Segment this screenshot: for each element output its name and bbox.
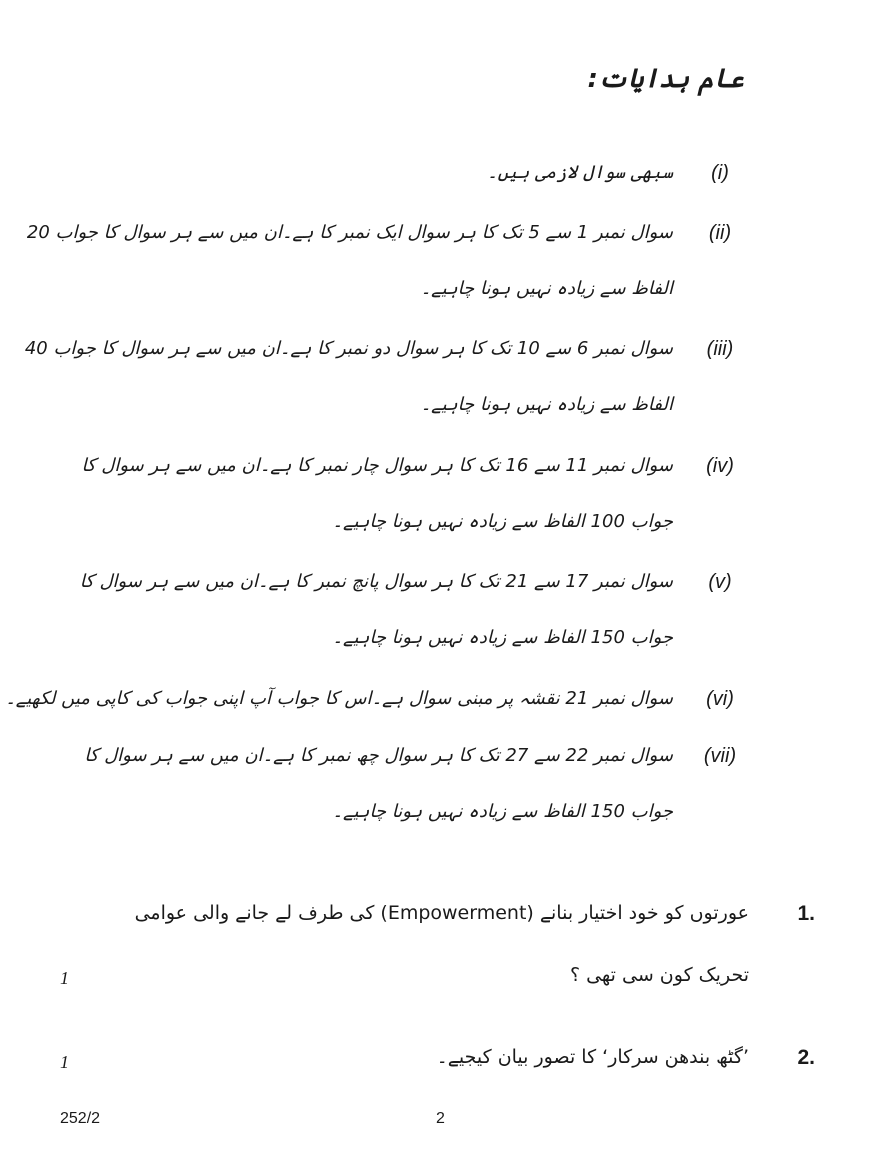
instruction-text: سبھی سوال لازمی ہیں۔	[487, 162, 673, 183]
instruction-number: (vii)	[703, 745, 737, 767]
instruction-text-continued: جواب 150 الفاظ سے زیادہ نہیں ہونا چاہیے۔	[332, 801, 673, 822]
question-text: عورتوں کو خود اختیار بنانے (Empowerment) کی طرف لے جانے والی عوامی	[134, 902, 749, 924]
instruction-text: سوال نمبر 21 نقشہ پر مبنی سوال ہے۔اس کا جواب آپ اپنی جواب کی کاپی میں لکھیے۔	[5, 688, 673, 709]
paper-code: 252/2	[60, 1110, 101, 1127]
instruction-item	[81, 455, 745, 575]
instruction-item	[79, 571, 745, 691]
instruction-number: (v)	[708, 571, 732, 593]
question-marks: 1	[60, 1052, 69, 1072]
instruction-item	[26, 222, 745, 342]
instruction-number: (ii)	[708, 222, 732, 244]
question-number: 1.	[797, 902, 815, 925]
instruction-text-continued: الفاظ سے زیادہ نہیں ہونا چاہیے۔	[420, 394, 673, 415]
question-item	[60, 902, 815, 992]
instruction-number: (i)	[711, 162, 729, 184]
question-item	[60, 1046, 815, 1086]
instruction-text: سوال نمبر 11 سے 16 تک کا ہر سوال چار نمبر کا ہے۔ان میں سے ہر سوال کا	[81, 455, 673, 476]
instruction-text-continued: جواب 100 الفاظ سے زیادہ نہیں ہونا چاہیے۔	[332, 511, 673, 532]
question-marks: 1	[60, 968, 69, 988]
instruction-text: سوال نمبر 17 سے 21 تک کا ہر سوال پانچ نمبر کا ہے۔ان میں سے ہر سوال کا	[79, 571, 673, 592]
instruction-text: سوال نمبر 1 سے 5 تک کا ہر سوال ایک نمبر کا ہے۔ان میں سے ہر سوال کا جواب 20	[26, 222, 673, 243]
general-instructions-heading: عام ہدایات:	[587, 64, 744, 94]
instruction-text-continued: جواب 150 الفاظ سے زیادہ نہیں ہونا چاہیے۔	[332, 627, 673, 648]
instruction-text-continued: الفاظ سے زیادہ نہیں ہونا چاہیے۔	[420, 278, 673, 299]
instruction-number: (iv)	[706, 455, 734, 477]
page-number: 2	[436, 1110, 445, 1127]
instruction-number: (vi)	[706, 688, 734, 710]
instruction-text: سوال نمبر 22 سے 27 تک کا ہر سوال چھ نمبر کا ہے۔ان میں سے ہر سوال کا	[84, 745, 673, 766]
instruction-number: (iii)	[706, 338, 734, 360]
question-text-continued: تحریک کون سی تھی ؟	[569, 964, 749, 986]
question-number: 2.	[797, 1046, 815, 1069]
question-text: ’گٹھ بندھن سرکار‘ کا تصور بیان کیجیے۔	[436, 1046, 749, 1068]
instruction-item	[24, 338, 745, 458]
instruction-text: سوال نمبر 6 سے 10 تک کا ہر سوال دو نمبر کا ہے۔ان میں سے ہر سوال کا جواب 40	[24, 338, 673, 359]
instruction-item	[84, 745, 745, 865]
